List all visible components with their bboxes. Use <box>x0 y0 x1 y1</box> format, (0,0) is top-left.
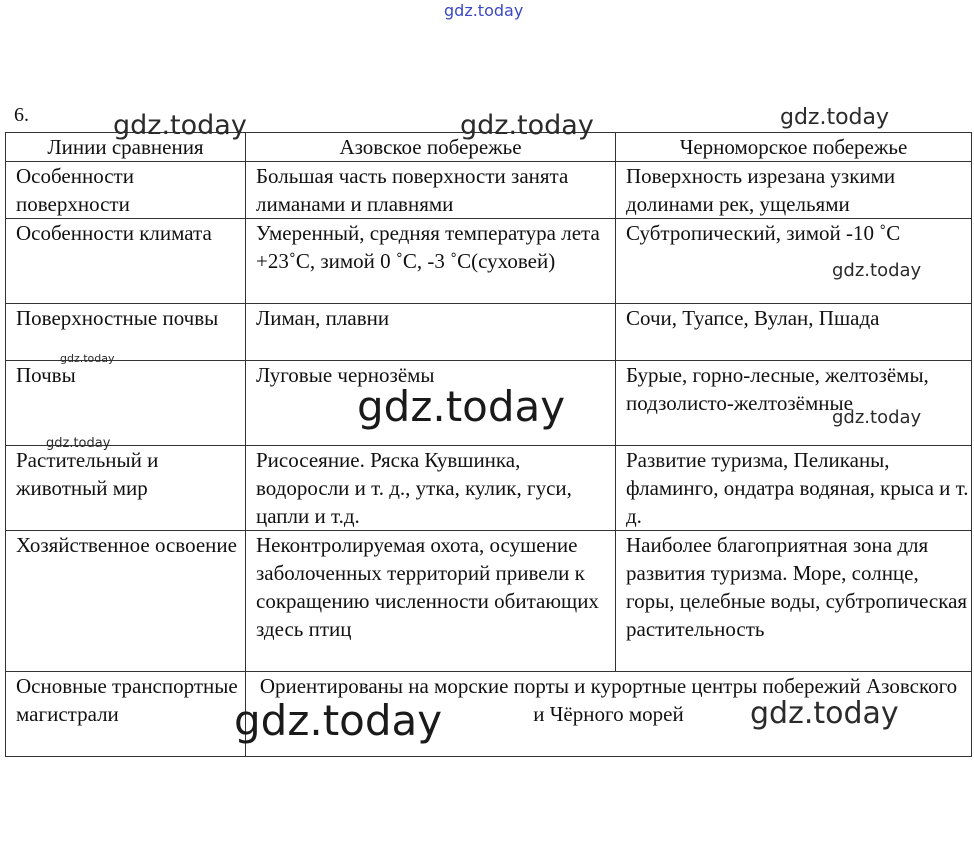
watermark: gdz.today <box>234 696 443 745</box>
watermark: gdz.today <box>460 110 594 141</box>
cell-black-sea: Поверхность изрезана узкими долинами рек, ущельями <box>616 162 972 219</box>
header-comparison-lines: Линии сравнения <box>6 133 246 162</box>
watermark: gdz.today <box>832 260 922 281</box>
cell-azov: Неконтролируемая охота, осушение заболоченных территорий привели к сокращению численности обитающих здесь птиц <box>246 531 616 672</box>
cell-azov: Умеренный, средняя температура лета +23˚С, зимой 0 ˚С, -3 ˚С(суховей) <box>246 219 616 304</box>
table-row <box>6 162 972 219</box>
cell-black-sea: Субтропический, зимой -10 ˚С <box>616 219 972 304</box>
table-row <box>6 446 972 531</box>
cell-azov: Лиман, плавни <box>246 304 616 361</box>
watermark: gdz.today <box>780 105 890 130</box>
cell-line: Поверхностные почвы <box>6 304 246 361</box>
cell-black-sea: Сочи, Туапсе, Вулан, Пшада <box>616 304 972 361</box>
cell-black-sea: Бурые, горно-лесные, желтозёмы, подзолисто-желтозёмные <box>616 361 972 446</box>
cell-azov: Большая часть поверхности занята лиманами и плавнями <box>246 162 616 219</box>
header-azov-coast: Азовское побережье <box>246 133 616 162</box>
watermark: gdz.today <box>60 352 115 365</box>
cell-azov: Луговые чернозёмы <box>246 361 616 446</box>
watermark: gdz.today <box>750 696 899 731</box>
cell-azov: Рисосеяние. Ряска Кувшинка, водоросли и т. д., утка, кулик, гуси, цапли и т.д. <box>246 446 616 531</box>
watermark: gdz.today <box>46 436 111 451</box>
cell-black-sea: Наиболее благоприятная зона для развития туризма. Море, солнце, горы, целебные воды, субтропическая растительность <box>616 531 972 672</box>
watermark-top: gdz.today <box>444 1 524 20</box>
cell-merged-transport: Ориентированы на морские порты и курортные центры побережий Азовского и Чёрного морей <box>246 672 972 757</box>
cell-line: Особенности поверхности <box>6 162 246 219</box>
cell-line: Растительный и животный мир <box>6 446 246 531</box>
watermark: gdz.today <box>357 382 566 431</box>
watermark: gdz.today <box>113 110 247 141</box>
cell-line: Хозяйственное освоение <box>6 531 246 672</box>
cell-line: Почвы <box>6 361 246 446</box>
header-black-sea-coast: Черноморское побережье <box>616 133 972 162</box>
table-row <box>6 304 972 361</box>
cell-black-sea: Развитие туризма, Пеликаны, фламинго, ондатра водяная, крыса и т. д. <box>616 446 972 531</box>
task-number: 6. <box>14 104 29 126</box>
watermark: gdz.today <box>832 407 922 428</box>
cell-line: Особенности климата <box>6 219 246 304</box>
table-row <box>6 219 972 304</box>
cell-line: Основные транспортные магистрали <box>6 672 246 757</box>
comparison-table <box>5 132 972 757</box>
table-row <box>6 531 972 672</box>
